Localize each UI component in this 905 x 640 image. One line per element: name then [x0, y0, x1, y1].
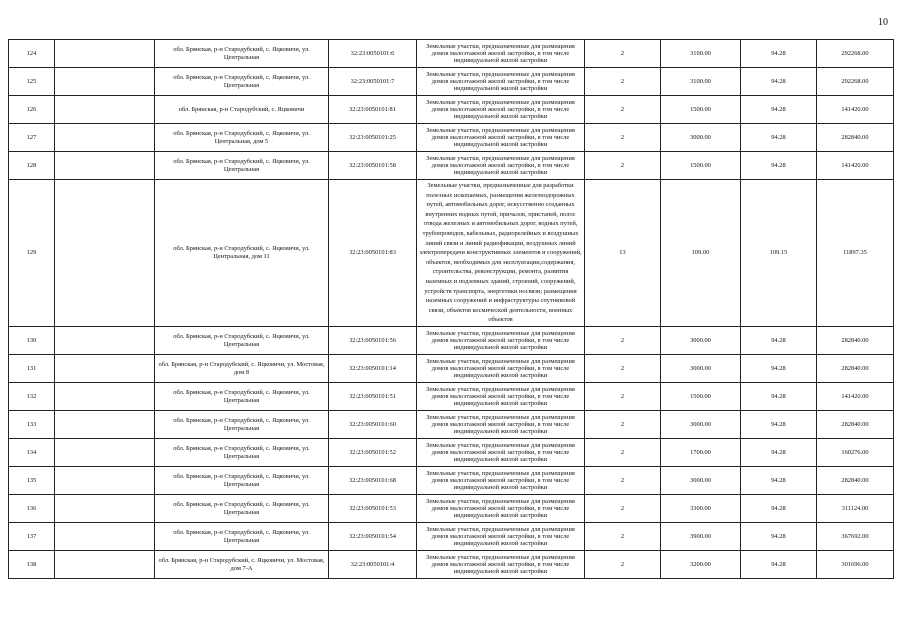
area-cell: 3000.00 — [661, 355, 741, 383]
address-cell: обл. Брянская, р-н Стародубский, с. Яцковичи, ул. Центральная — [155, 467, 329, 495]
area-cell: 3100.00 — [661, 40, 741, 68]
land-use-cell: Земельные участки, предназначенные для размещения домов малоэтажной жилой застройки, в том числе индивидуальной жилой застройки — [417, 355, 585, 383]
row-number: 130 — [9, 327, 55, 355]
area-cell: 1500.00 — [661, 96, 741, 124]
area-cell: 3000.00 — [661, 124, 741, 152]
row-number: 132 — [9, 383, 55, 411]
area-cell: 1700.00 — [661, 439, 741, 467]
area-cell: 3000.00 — [661, 327, 741, 355]
area-cell: 3300.00 — [661, 495, 741, 523]
address-cell: обл. Брянская, р-н Стародубский, с. Яцковичи, ул. Мостовая, дом 8 — [155, 355, 329, 383]
cadastral-value-cell: 282840.00 — [817, 327, 894, 355]
row-number: 131 — [9, 355, 55, 383]
address-cell: обл. Брянская, р-н Стародубский, с. Яцковичи, ул. Центральная — [155, 40, 329, 68]
row-number: 136 — [9, 495, 55, 523]
cadastral-number-cell: 32:23:0050101:83 — [329, 180, 417, 327]
table-row — [9, 495, 894, 523]
table-row — [9, 40, 894, 68]
area-cell: 3100.00 — [661, 68, 741, 96]
blank-cell — [55, 327, 155, 355]
table-row — [9, 124, 894, 152]
table-row — [9, 96, 894, 124]
land-use-cell: Земельные участки, предназначенные для размещения домов малоэтажной жилой застройки, в том числе индивидуальной жилой застройки — [417, 152, 585, 180]
cadastral-number-cell: 32:23:0050101:6 — [329, 40, 417, 68]
cadastral-value-cell: 282840.00 — [817, 411, 894, 439]
blank-cell — [55, 355, 155, 383]
table-row — [9, 411, 894, 439]
rate-cell: 94.28 — [741, 411, 817, 439]
land-use-cell: Земельные участки, предназначенные для размещения домов малоэтажной жилой застройки, в том числе индивидуальной жилой застройки — [417, 411, 585, 439]
group-cell: 2 — [585, 411, 661, 439]
cadastral-value-cell: 311124.00 — [817, 495, 894, 523]
land-registry-table — [8, 39, 894, 579]
table-body — [9, 40, 894, 579]
area-cell: 3000.00 — [661, 467, 741, 495]
page-number: 10 — [878, 17, 888, 28]
group-cell: 2 — [585, 523, 661, 551]
group-cell: 2 — [585, 40, 661, 68]
address-cell: обл. Брянская, р-н Стародубский, с. Яцковичи, ул. Центральная — [155, 68, 329, 96]
table-row — [9, 467, 894, 495]
land-use-cell: Земельные участки, предназначенные для размещения домов малоэтажной жилой застройки, в том числе индивидуальной жилой застройки — [417, 495, 585, 523]
rate-cell: 94.28 — [741, 523, 817, 551]
group-cell: 2 — [585, 152, 661, 180]
cadastral-value-cell: 141420.00 — [817, 96, 894, 124]
cadastral-value-cell: 301696.00 — [817, 551, 894, 579]
group-cell: 2 — [585, 96, 661, 124]
land-use-cell: Земельные участки, предназначенные для размещения домов малоэтажной жилой застройки, в том числе индивидуальной жилой застройки — [417, 68, 585, 96]
address-cell: обл. Брянская, р-н Стародубский, с. Яцковичи, ул. Центральная — [155, 495, 329, 523]
blank-cell — [55, 495, 155, 523]
land-use-cell: Земельные участки, предназначенные для размещения домов малоэтажной жилой застройки, в том числе индивидуальной жилой застройки — [417, 551, 585, 579]
area-cell: 3200.00 — [661, 551, 741, 579]
land-use-cell: Земельные участки, предназначенные для размещения домов малоэтажной жилой застройки, в том числе индивидуальной жилой застройки — [417, 467, 585, 495]
blank-cell — [55, 96, 155, 124]
address-cell: обл. Брянская, р-н Стародубский, с. Яцковичи, ул. Центральная — [155, 152, 329, 180]
blank-cell — [55, 124, 155, 152]
rate-cell: 94.28 — [741, 355, 817, 383]
group-cell: 2 — [585, 551, 661, 579]
land-use-cell: Земельные участки, предназначенные для размещения домов малоэтажной жилой застройки, в том числе индивидуальной жилой застройки — [417, 383, 585, 411]
rate-cell: 94.28 — [741, 152, 817, 180]
cadastral-value-cell: 11897.35 — [817, 180, 894, 327]
row-number: 128 — [9, 152, 55, 180]
area-cell: 109.00 — [661, 180, 741, 327]
row-number: 126 — [9, 96, 55, 124]
group-cell: 2 — [585, 467, 661, 495]
row-number: 129 — [9, 180, 55, 327]
address-cell: обл. Брянская, р-н Стародубский, с. Яцковичи, ул. Центральная, дом 5 — [155, 124, 329, 152]
cadastral-number-cell: 32:23:0050101:58 — [329, 152, 417, 180]
row-number: 138 — [9, 551, 55, 579]
blank-cell — [55, 523, 155, 551]
address-cell: обл. Брянская, р-н Стародубский, с. Яцковичи, ул. Центральная, дом 11 — [155, 180, 329, 327]
area-cell: 3000.00 — [661, 411, 741, 439]
cadastral-number-cell: 32:23:0050101:14 — [329, 355, 417, 383]
cadastral-number-cell: 32:23:0050101:53 — [329, 495, 417, 523]
cadastral-value-cell: 141420.00 — [817, 383, 894, 411]
row-number: 135 — [9, 467, 55, 495]
address-cell: обл. Брянская, р-н Стародубский, с. Яцковичи, ул. Мостовая, дом 7-А — [155, 551, 329, 579]
address-cell: обл. Брянская, р-н Стародубский, с. Яцковичи, ул. Центральная — [155, 439, 329, 467]
cadastral-value-cell: 282840.00 — [817, 355, 894, 383]
rate-cell: 94.28 — [741, 96, 817, 124]
rate-cell: 94.28 — [741, 495, 817, 523]
table-row — [9, 523, 894, 551]
rate-cell: 94.28 — [741, 467, 817, 495]
rate-cell: 94.28 — [741, 68, 817, 96]
row-number: 127 — [9, 124, 55, 152]
blank-cell — [55, 411, 155, 439]
row-number: 124 — [9, 40, 55, 68]
group-cell: 2 — [585, 383, 661, 411]
cadastral-value-cell: 141420.00 — [817, 152, 894, 180]
blank-cell — [55, 180, 155, 327]
rate-cell: 94.28 — [741, 551, 817, 579]
cadastral-value-cell: 292268.00 — [817, 68, 894, 96]
land-use-cell: Земельные участки, предназначенные для размещения домов малоэтажной жилой застройки, в том числе индивидуальной жилой застройки — [417, 327, 585, 355]
land-use-cell: Земельные участки, предназначенные для размещения домов малоэтажной жилой застройки, в том числе индивидуальной жилой застройки — [417, 124, 585, 152]
address-cell: обл. Брянская, р-н Стародубский, с. Яцковичи, ул. Центральная — [155, 327, 329, 355]
cadastral-number-cell: 32:23:0050101:7 — [329, 68, 417, 96]
row-number: 133 — [9, 411, 55, 439]
rate-cell: 94.28 — [741, 383, 817, 411]
blank-cell — [55, 439, 155, 467]
rate-cell: 109.15 — [741, 180, 817, 327]
blank-cell — [55, 40, 155, 68]
table-row — [9, 383, 894, 411]
cadastral-value-cell: 282840.00 — [817, 124, 894, 152]
rate-cell: 94.28 — [741, 327, 817, 355]
rate-cell: 94.28 — [741, 439, 817, 467]
cadastral-number-cell: 32:23:0050101:56 — [329, 327, 417, 355]
table-row — [9, 551, 894, 579]
rate-cell: 94.28 — [741, 124, 817, 152]
address-cell: обл. Брянская, р-н Стародубский, с. Яцковичи, ул. Центральная — [155, 411, 329, 439]
cadastral-number-cell: 32:23:0050101:60 — [329, 411, 417, 439]
address-cell: обл. Брянская, р-н Стародубский, с. Яцковичи, ул. Центральная — [155, 523, 329, 551]
table-row — [9, 180, 894, 327]
area-cell: 3900.00 — [661, 523, 741, 551]
row-number: 125 — [9, 68, 55, 96]
area-cell: 1500.00 — [661, 152, 741, 180]
land-use-cell: Земельные участки, предназначенные для размещения домов малоэтажной жилой застройки, в том числе индивидуальной жилой застройки — [417, 96, 585, 124]
land-use-cell: Земельные участки, предназначенные для размещения домов малоэтажной жилой застройки, в том числе индивидуальной жилой застройки — [417, 523, 585, 551]
blank-cell — [55, 467, 155, 495]
cadastral-value-cell: 160276.00 — [817, 439, 894, 467]
cadastral-number-cell: 32:23:0050101:52 — [329, 439, 417, 467]
cadastral-value-cell: 292268.00 — [817, 40, 894, 68]
table-row — [9, 68, 894, 96]
blank-cell — [55, 383, 155, 411]
land-use-cell: Земельные участки, предназначенные для размещения домов малоэтажной жилой застройки, в том числе индивидуальной жилой застройки — [417, 40, 585, 68]
cadastral-number-cell: 32:23:0050101:51 — [329, 383, 417, 411]
table-row — [9, 152, 894, 180]
area-cell: 1500.00 — [661, 383, 741, 411]
blank-cell — [55, 152, 155, 180]
cadastral-number-cell: 32:23:0050101:4 — [329, 551, 417, 579]
cadastral-value-cell: 282840.00 — [817, 467, 894, 495]
table-row — [9, 327, 894, 355]
blank-cell — [55, 68, 155, 96]
cadastral-number-cell: 32:23:0050101:81 — [329, 96, 417, 124]
row-number: 137 — [9, 523, 55, 551]
rate-cell: 94.28 — [741, 40, 817, 68]
cadastral-number-cell: 32:23:0050101:25 — [329, 124, 417, 152]
land-use-cell: Земельные участки, предназначенные для разработки полезных ископаемых, размещения железнодорожных путей, автомобильных дорог, искусственно созданных внутренних водных путей, причалов, пристаней, полос отвода железных и автомобильных дорог, водных путей, трубопроводов, кабельных, радиорелейных и воздушных линий связи и линий радиофикации, воздушных линий электропередачи конструктивных элементов и сооружений, объектов, необходимых для эксплуатации,содержания, строительства, реконструкции, ремонта, развития наземных и подземных зданий, строений, сооружений, устройств транспорта, энергетики носвязи; размещения наземных сооружений и инфраструктуры спутниковой связи, объектов космической деятельности, военных объектов — [417, 180, 585, 327]
cadastral-number-cell: 32:23:0050101:68 — [329, 467, 417, 495]
land-use-cell: Земельные участки, предназначенные для размещения домов малоэтажной жилой застройки, в том числе индивидуальной жилой застройки — [417, 439, 585, 467]
table-row — [9, 355, 894, 383]
group-cell: 2 — [585, 439, 661, 467]
group-cell: 2 — [585, 355, 661, 383]
row-number: 134 — [9, 439, 55, 467]
cadastral-number-cell: 32:23:0050101:54 — [329, 523, 417, 551]
group-cell: 2 — [585, 495, 661, 523]
group-cell: 13 — [585, 180, 661, 327]
group-cell: 2 — [585, 68, 661, 96]
address-cell: обл. Брянская, р-н Стародубский, с. Яцковичи, ул. Центральная — [155, 383, 329, 411]
cadastral-value-cell: 367692.00 — [817, 523, 894, 551]
group-cell: 2 — [585, 124, 661, 152]
table-row — [9, 439, 894, 467]
blank-cell — [55, 551, 155, 579]
address-cell: обл. Брянская, р-н Стародубский, с. Яцковичи — [155, 96, 329, 124]
group-cell: 2 — [585, 327, 661, 355]
